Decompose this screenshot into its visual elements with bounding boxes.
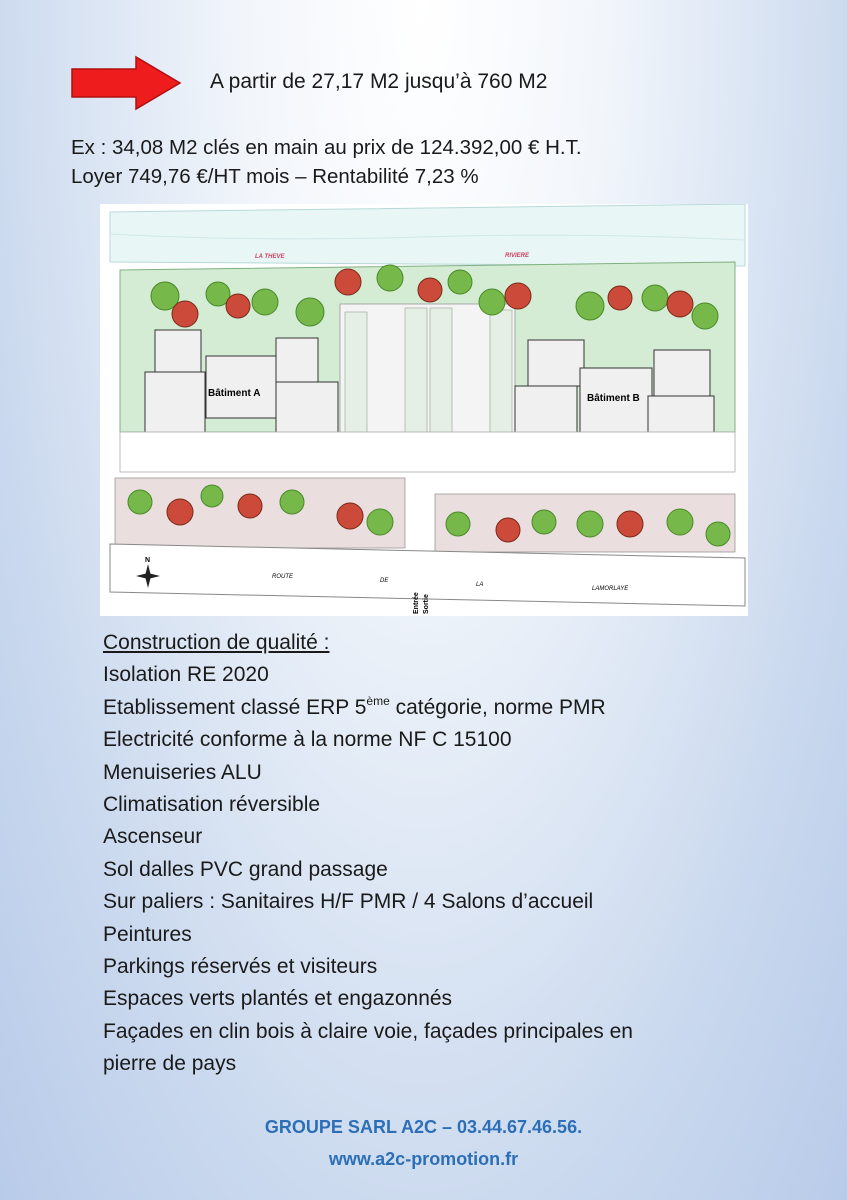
feature-item-erp: Etablissement classé ERP 5ème catégorie, norme PMR: [103, 693, 606, 719]
price-line: Ex : 34,08 M2 clés en main au prix de 124.392,00 € H.T.: [71, 136, 582, 159]
feature-item: Menuiseries ALU: [103, 760, 262, 784]
entry-label: Entrée: [413, 592, 420, 614]
feature-item: Parkings réservés et visiteurs: [103, 955, 378, 979]
site-plan: [100, 204, 748, 616]
feature-item: Façades en clin bois à claire voie, façades principales en: [103, 1019, 633, 1043]
feature-item: Isolation RE 2020: [103, 663, 269, 687]
feature-item: Ascenseur: [103, 825, 203, 849]
feature-item: Electricité conforme à la norme NF C 15100: [103, 728, 512, 752]
features-heading: Construction de qualité :: [103, 631, 330, 654]
feature-item: pierre de pays: [103, 1052, 237, 1076]
road-label-la: LA: [476, 582, 484, 588]
building-b-label: Bâtiment B: [587, 393, 640, 404]
feature-item: Sol dalles PVC grand passage: [103, 857, 388, 881]
road-label-route: ROUTE: [272, 574, 293, 580]
company-contact: GROUPE SARL A2C – 03.44.67.46.56.: [264, 1117, 583, 1137]
surface-range-headline: A partir de 27,17 M2 jusqu’à 760 M2: [210, 70, 548, 93]
feature-item: Sur paliers : Sanitaires H/F PMR / 4 Salons d’accueil: [103, 890, 594, 914]
exit-label: Sortie: [423, 594, 430, 614]
river-label-left: LA THEVE: [255, 254, 285, 260]
road-label-lamorlaye: LAMORLAYE: [592, 586, 629, 592]
pricing-example: [71, 133, 582, 191]
feature-item: Peintures: [103, 922, 192, 946]
north-label: N: [145, 557, 151, 564]
feature-item: Espaces verts plantés et engazonnés: [103, 987, 453, 1011]
website-link[interactable]: www.a2c-promotion.fr: [328, 1149, 519, 1169]
river-label-right: RIVIERE: [505, 253, 530, 259]
rent-line: Loyer 749,76 €/HT mois – Rentabilité 7,23 %: [71, 165, 479, 188]
road-label-de: DE: [380, 578, 389, 584]
feature-item: Climatisation réversible: [103, 793, 321, 817]
quality-features: [103, 627, 633, 1081]
right-arrow-icon: [70, 55, 182, 111]
building-a-label: Bâtiment A: [208, 388, 261, 399]
